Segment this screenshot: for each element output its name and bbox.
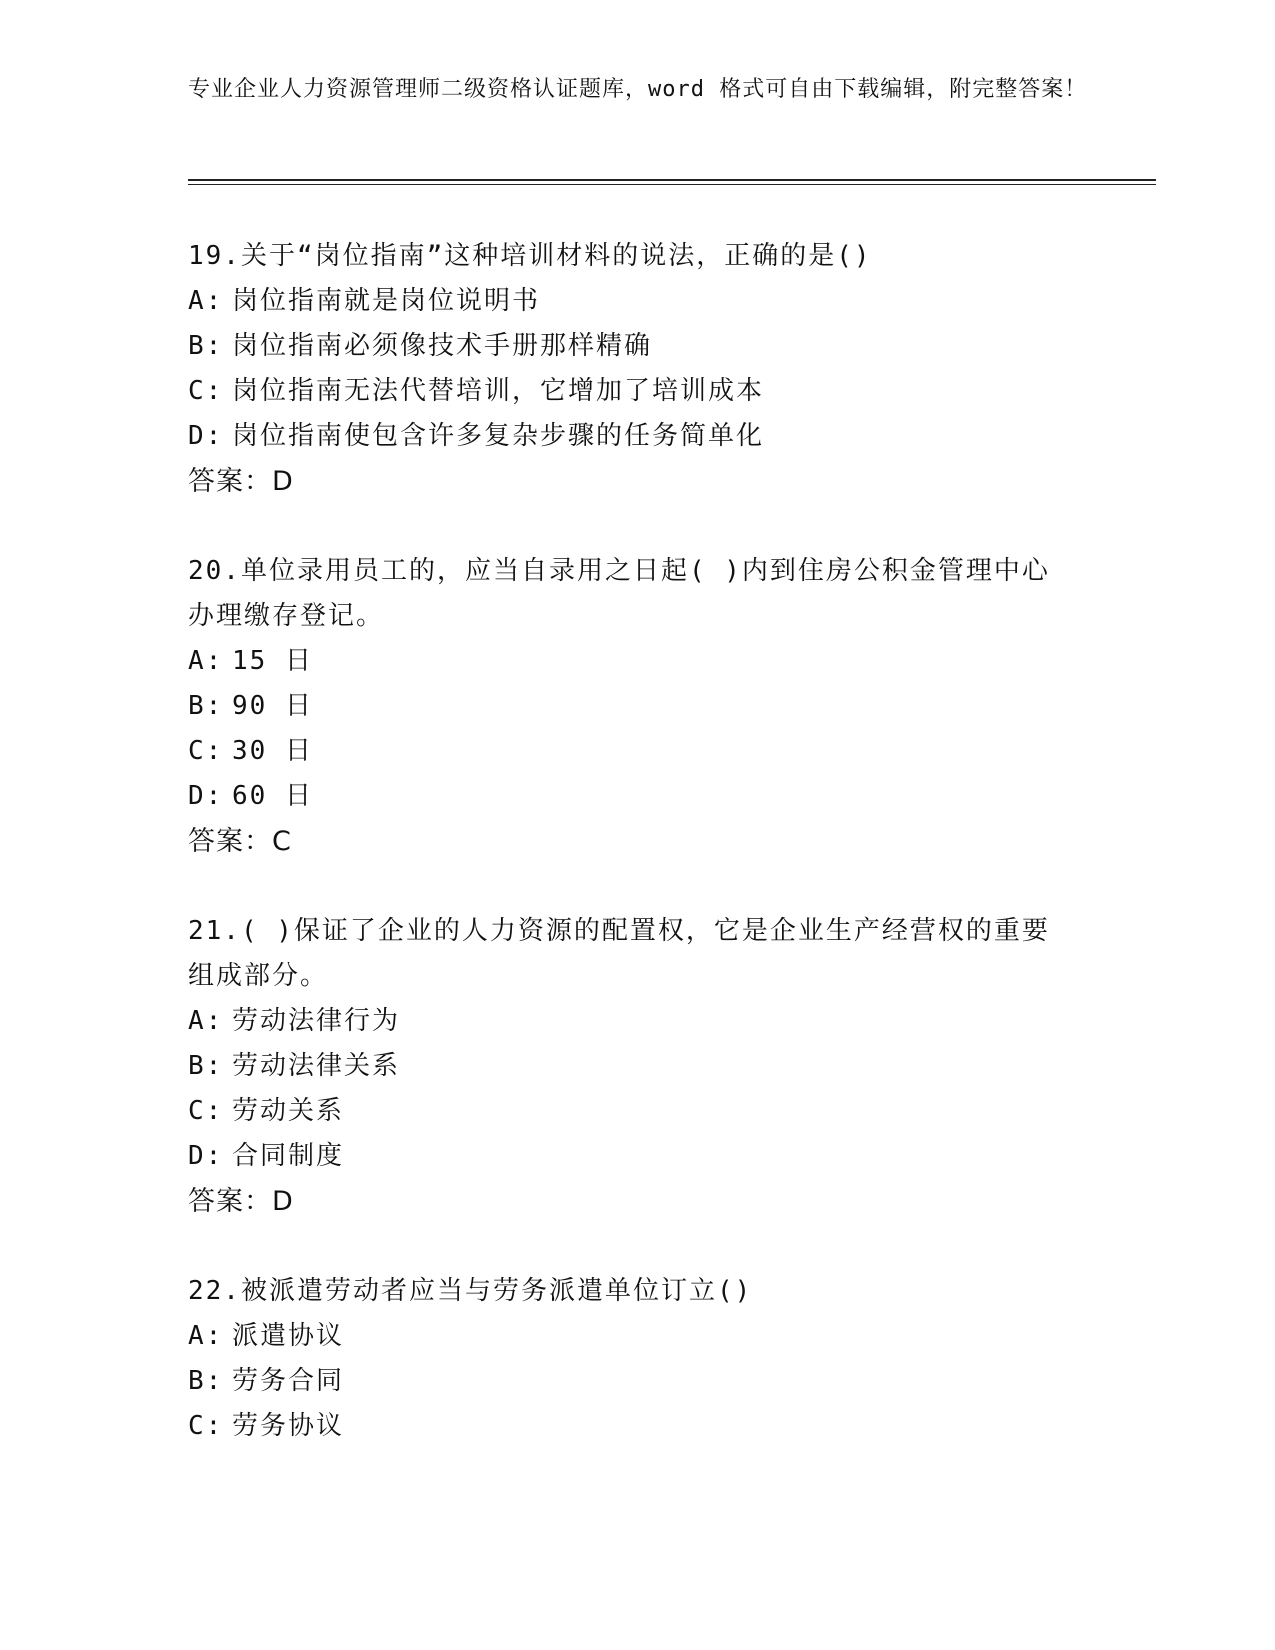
question-stem: 21.( )保证了企业的人力资源的配置权，它是企业生产经营权的重要组成部分。 xyxy=(188,916,1050,991)
option-text: 合同制度 xyxy=(232,1141,345,1171)
option-letter: D: xyxy=(188,781,224,811)
option-b xyxy=(188,684,1068,729)
option-text: 30 日 xyxy=(232,736,313,766)
option-c xyxy=(188,369,1068,414)
option-letter: C: xyxy=(188,376,224,406)
option-b xyxy=(188,1359,1068,1404)
question-19 xyxy=(188,234,1068,505)
answer-line: 答案：D xyxy=(188,466,294,497)
option-d xyxy=(188,1134,1068,1179)
option-letter: C: xyxy=(188,1096,224,1126)
option-text: 15 日 xyxy=(232,646,313,676)
option-letter: B: xyxy=(188,1366,224,1396)
option-text: 劳动法律行为 xyxy=(232,1006,401,1036)
question-list xyxy=(188,234,1068,1493)
option-text: 劳动法律关系 xyxy=(232,1051,401,1081)
option-letter: A: xyxy=(188,646,224,676)
option-d xyxy=(188,774,1068,819)
document-header: 专业企业人力资源管理师二级资格认证题库，word 格式可自由下载编辑，附完整答案！ xyxy=(188,77,1088,102)
option-a xyxy=(188,999,1068,1044)
option-text: 劳务协议 xyxy=(232,1411,345,1441)
option-letter: B: xyxy=(188,331,224,361)
option-a xyxy=(188,279,1068,324)
option-text: 岗位指南无法代替培训，它增加了培训成本 xyxy=(232,376,765,406)
option-text: 60 日 xyxy=(232,781,313,811)
option-b xyxy=(188,1044,1068,1089)
option-letter: C: xyxy=(188,1411,224,1441)
header-divider xyxy=(188,179,1156,185)
option-letter: D: xyxy=(188,421,224,451)
option-letter: A: xyxy=(188,1006,224,1036)
option-a xyxy=(188,1314,1068,1359)
question-stem: 20.单位录用员工的，应当自录用之日起( )内到住房公积金管理中心办理缴存登记。 xyxy=(188,556,1050,631)
option-text: 劳务合同 xyxy=(232,1366,345,1396)
question-21 xyxy=(188,909,1068,1225)
option-text: 岗位指南必须像技术手册那样精确 xyxy=(232,331,653,361)
option-text: 90 日 xyxy=(232,691,313,721)
option-letter: B: xyxy=(188,691,224,721)
option-text: 派遣协议 xyxy=(232,1321,345,1351)
option-b xyxy=(188,324,1068,369)
answer-line: 答案：D xyxy=(188,1186,294,1217)
option-text: 岗位指南使包含许多复杂步骤的任务简单化 xyxy=(232,421,765,451)
option-text: 劳动关系 xyxy=(232,1096,345,1126)
question-stem: 22.被派遣劳动者应当与劳务派遣单位订立() xyxy=(188,1276,753,1306)
answer-line: 答案：C xyxy=(188,826,292,857)
question-22 xyxy=(188,1269,1068,1449)
option-d xyxy=(188,414,1068,459)
question-20 xyxy=(188,549,1068,865)
option-letter: C: xyxy=(188,736,224,766)
option-c xyxy=(188,1089,1068,1134)
option-c xyxy=(188,1404,1068,1449)
option-letter: A: xyxy=(188,1321,224,1351)
option-a xyxy=(188,639,1068,684)
option-c xyxy=(188,729,1068,774)
option-letter: A: xyxy=(188,286,224,316)
option-text: 岗位指南就是岗位说明书 xyxy=(232,286,541,316)
option-letter: D: xyxy=(188,1141,224,1171)
question-stem: 19.关于“岗位指南”这种培训材料的说法，正确的是() xyxy=(188,241,872,271)
option-letter: B: xyxy=(188,1051,224,1081)
